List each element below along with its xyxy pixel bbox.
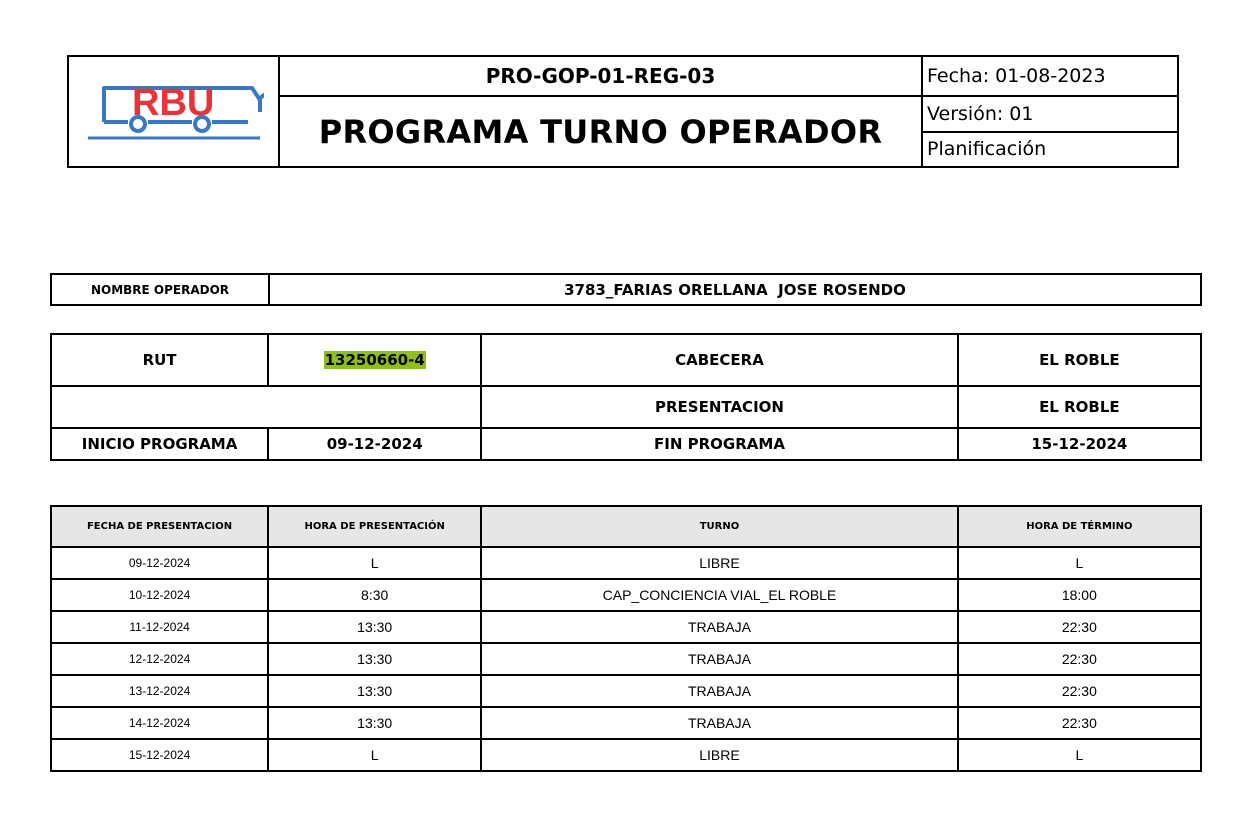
rut-value-cell bbox=[268, 334, 481, 386]
document-area: Planificación bbox=[922, 132, 1178, 167]
column-header: FECHA DE PRESENTACION bbox=[51, 506, 268, 547]
hora-termino-cell: L bbox=[958, 739, 1201, 771]
fecha-cell: 10-12-2024 bbox=[51, 579, 268, 611]
rbu-bus-logo bbox=[84, 74, 264, 144]
table-row bbox=[51, 643, 1201, 675]
logo-cell bbox=[68, 56, 279, 167]
turno-cell: TRABAJA bbox=[481, 611, 957, 643]
turno-cell: LIBRE bbox=[481, 739, 957, 771]
fin-programa-value: 15-12-2024 bbox=[958, 428, 1201, 460]
hora-termino-cell: 22:30 bbox=[958, 643, 1201, 675]
rut-value: 13250660-4 bbox=[324, 351, 425, 369]
hora-presentacion-cell: 13:30 bbox=[268, 643, 481, 675]
table-row bbox=[51, 547, 1201, 579]
document-title: PROGRAMA TURNO OPERADOR bbox=[279, 96, 922, 167]
column-header: HORA DE PRESENTACIÓN bbox=[268, 506, 481, 547]
hora-termino-cell: 22:30 bbox=[958, 611, 1201, 643]
turno-cell: TRABAJA bbox=[481, 707, 957, 739]
hora-presentacion-cell: L bbox=[268, 547, 481, 579]
column-header: HORA DE TÉRMINO bbox=[958, 506, 1201, 547]
table-row bbox=[51, 675, 1201, 707]
column-header: TURNO bbox=[481, 506, 957, 547]
turno-cell: CAP_CONCIENCIA VIAL_EL ROBLE bbox=[481, 579, 957, 611]
cabecera-label: CABECERA bbox=[481, 334, 957, 386]
table-row bbox=[51, 611, 1201, 643]
document-code: PRO-GOP-01-REG-03 bbox=[279, 56, 922, 96]
operator-name-value: 3783_FARIAS ORELLANA JOSE ROSENDO bbox=[269, 274, 1201, 305]
schedule-header-row bbox=[51, 506, 1201, 547]
schedule-table bbox=[50, 505, 1202, 772]
cabecera-value: EL ROBLE bbox=[958, 334, 1201, 386]
fin-programa-label: FIN PROGRAMA bbox=[481, 428, 957, 460]
hora-termino-cell: L bbox=[958, 547, 1201, 579]
fecha-cell: 12-12-2024 bbox=[51, 643, 268, 675]
presentacion-value: EL ROBLE bbox=[958, 386, 1201, 428]
hora-termino-cell: 22:30 bbox=[958, 707, 1201, 739]
turno-cell: LIBRE bbox=[481, 547, 957, 579]
hora-presentacion-cell: 13:30 bbox=[268, 611, 481, 643]
empty-cell bbox=[51, 386, 481, 428]
hora-presentacion-cell: 13:30 bbox=[268, 707, 481, 739]
fecha-cell: 11-12-2024 bbox=[51, 611, 268, 643]
table-row bbox=[51, 707, 1201, 739]
fecha-cell: 13-12-2024 bbox=[51, 675, 268, 707]
fecha-cell: 09-12-2024 bbox=[51, 547, 268, 579]
logo-text: RBU bbox=[131, 82, 214, 124]
hora-presentacion-cell: 8:30 bbox=[268, 579, 481, 611]
hora-termino-cell: 22:30 bbox=[958, 675, 1201, 707]
program-info-table bbox=[50, 333, 1202, 461]
fecha-cell: 15-12-2024 bbox=[51, 739, 268, 771]
table-row bbox=[51, 579, 1201, 611]
operator-name-table bbox=[50, 273, 1202, 306]
inicio-programa-label: INICIO PROGRAMA bbox=[51, 428, 268, 460]
hora-presentacion-cell: 13:30 bbox=[268, 675, 481, 707]
fecha-cell: 14-12-2024 bbox=[51, 707, 268, 739]
document-date: Fecha: 01-08-2023 bbox=[922, 56, 1178, 96]
turno-cell: TRABAJA bbox=[481, 643, 957, 675]
inicio-programa-value: 09-12-2024 bbox=[268, 428, 481, 460]
hora-termino-cell: 18:00 bbox=[958, 579, 1201, 611]
document-version: Versión: 01 bbox=[922, 96, 1178, 131]
document-header bbox=[67, 55, 1179, 168]
turno-cell: TRABAJA bbox=[481, 675, 957, 707]
hora-presentacion-cell: L bbox=[268, 739, 481, 771]
rut-label: RUT bbox=[51, 334, 268, 386]
operator-name-label: NOMBRE OPERADOR bbox=[51, 274, 269, 305]
table-row bbox=[51, 739, 1201, 771]
presentacion-label: PRESENTACION bbox=[481, 386, 957, 428]
